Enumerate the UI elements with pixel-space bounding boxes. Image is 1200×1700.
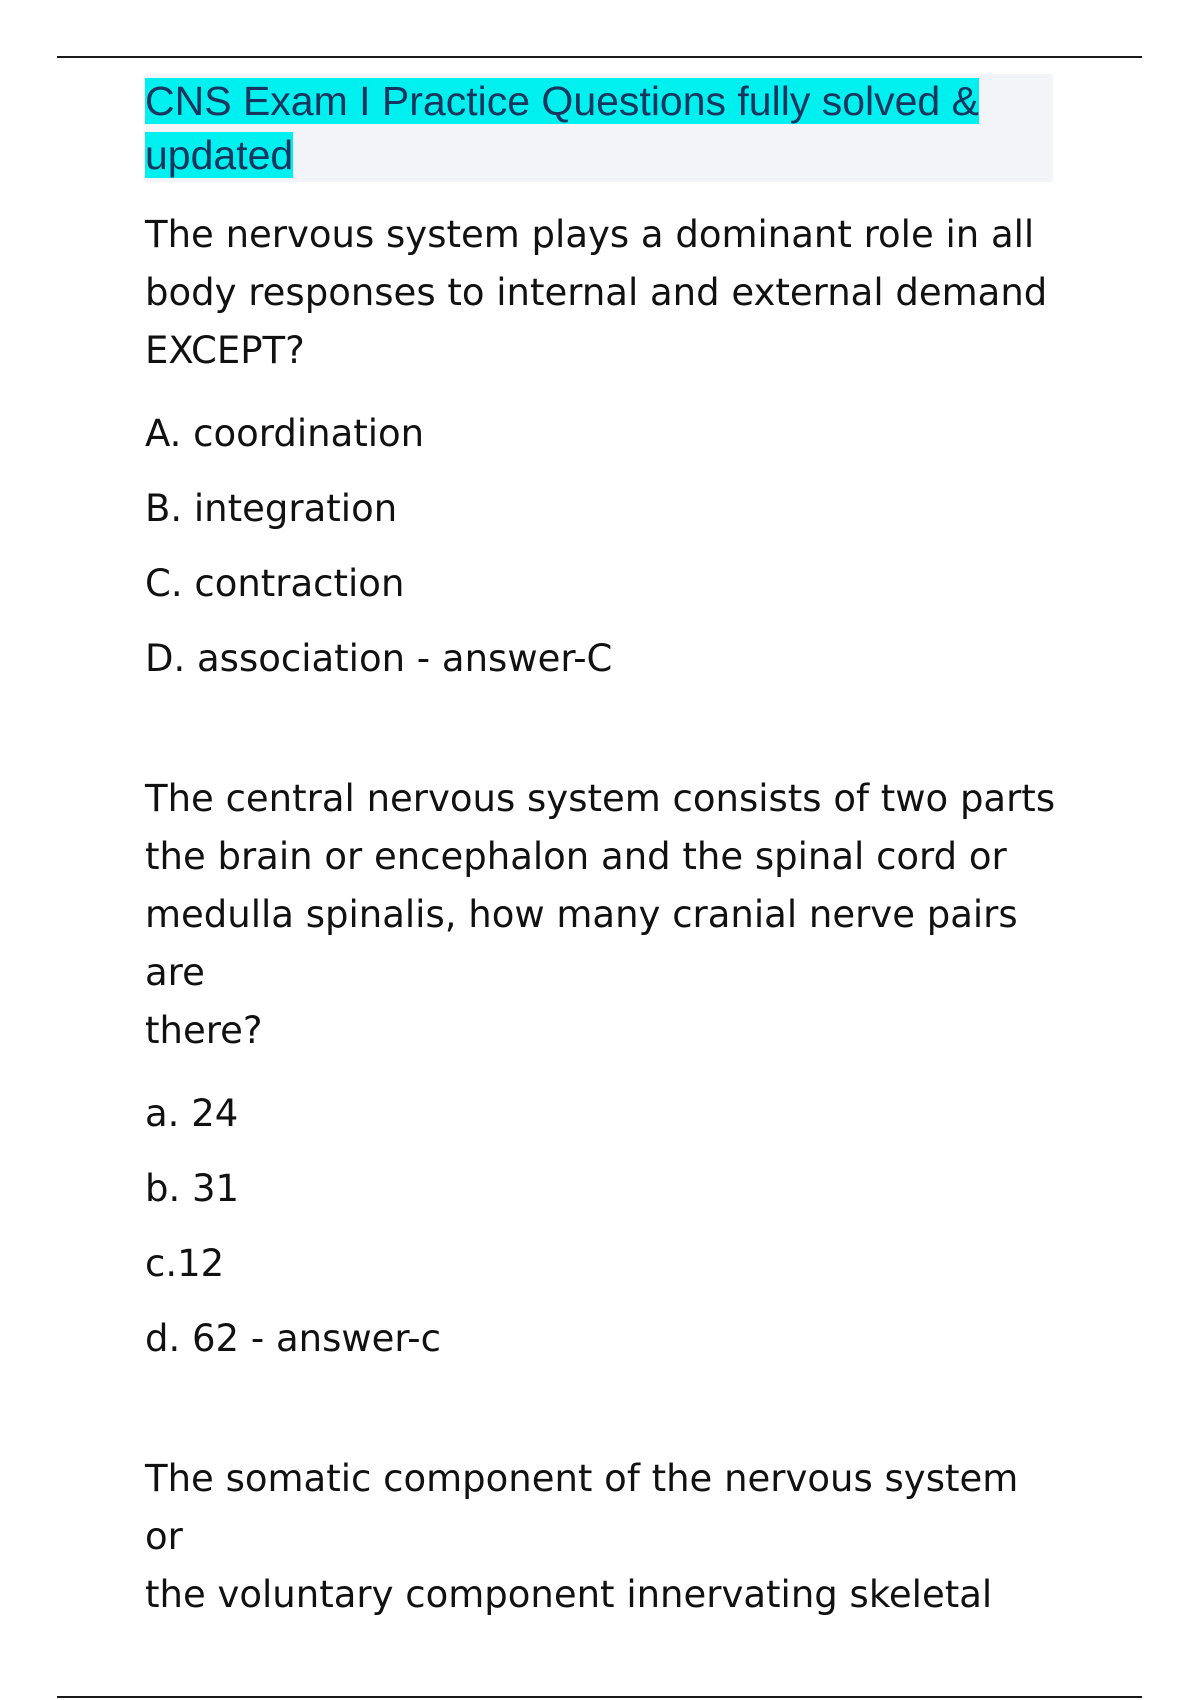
option-d: d. 62 - answer-c <box>145 1317 441 1360</box>
option-a: a. 24 <box>145 1092 239 1135</box>
top-rule <box>57 56 1142 58</box>
question-text-line: medulla spinalis, how many cranial nerve pairs are <box>145 893 1018 994</box>
question-3 <box>145 1450 1065 1624</box>
question-text-line: EXCEPT? <box>145 329 305 372</box>
title-line-2: updated <box>145 132 294 178</box>
question-text-line: the voluntary component innervating skeletal <box>145 1573 993 1616</box>
question-text-line: The central nervous system consists of two parts <box>145 777 1056 820</box>
option-c: c.12 <box>145 1242 225 1285</box>
question-2-options <box>145 1076 1065 1376</box>
question-3-text <box>145 1450 1065 1624</box>
option-b: B. integration <box>145 487 398 530</box>
bottom-rule <box>57 1696 1142 1698</box>
question-text-line: The somatic component of the nervous system or <box>145 1457 1019 1558</box>
title-line-1: CNS Exam I Practice Questions fully solved & <box>145 78 979 124</box>
option-b: b. 31 <box>145 1167 240 1210</box>
question-text-line: there? <box>145 1009 263 1052</box>
question-2 <box>145 770 1065 1376</box>
question-2-text <box>145 770 1065 1060</box>
document-body <box>145 206 1065 1624</box>
question-1 <box>145 206 1065 696</box>
title-highlight <box>145 78 979 178</box>
option-a: A. coordination <box>145 412 425 455</box>
question-text-line: the brain or encephalon and the spinal cord or <box>145 835 1007 878</box>
question-text-line: The nervous system plays a dominant role in all <box>145 213 1035 256</box>
option-d: D. association - answer-C <box>145 637 613 680</box>
question-1-text <box>145 206 1065 380</box>
document-title <box>145 74 1053 182</box>
question-text-line: body responses to internal and external demand <box>145 271 1048 314</box>
option-c: C. contraction <box>145 562 405 605</box>
question-1-options <box>145 396 1065 696</box>
